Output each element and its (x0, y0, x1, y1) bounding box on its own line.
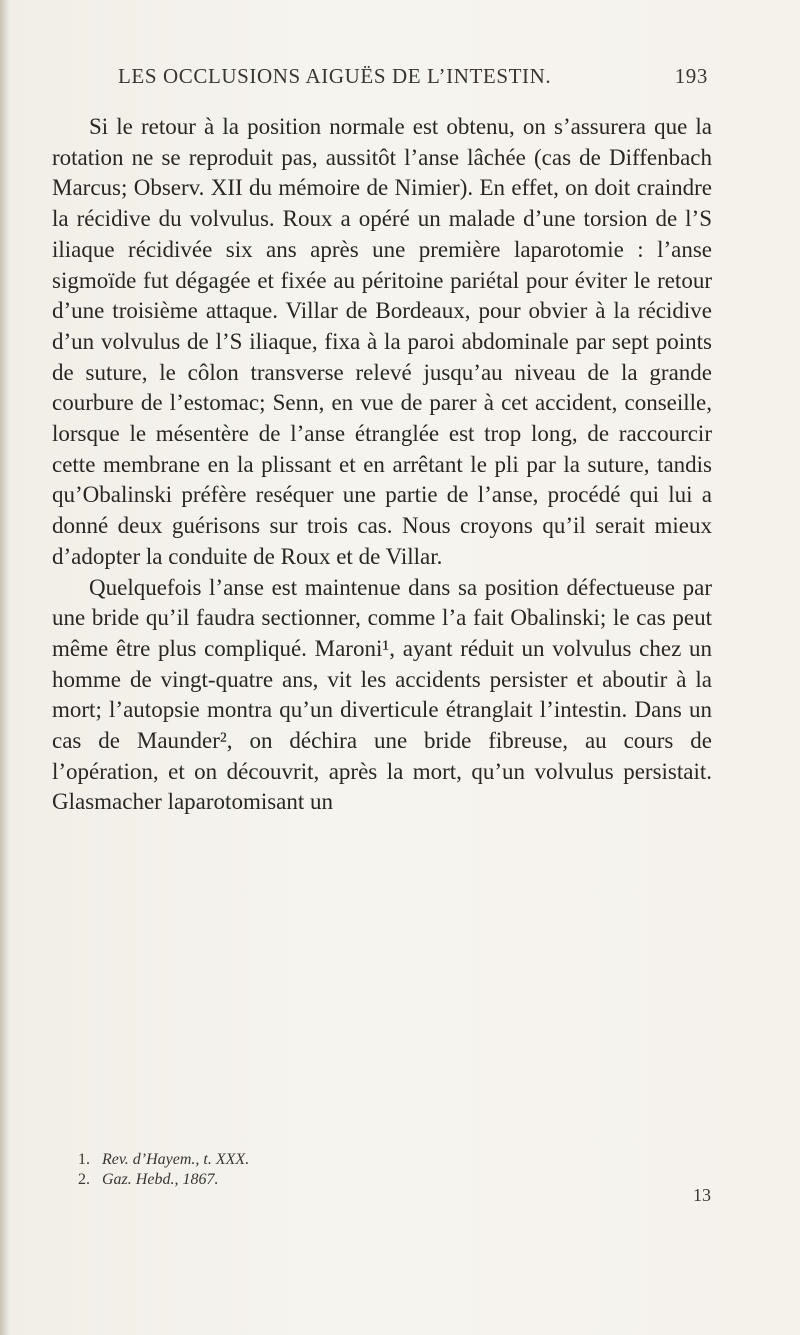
spine-shadow (0, 0, 10, 1335)
footnote-text: Gaz. Hebd., 1867. (102, 1171, 219, 1188)
footnote-1 (78, 1150, 478, 1170)
footnote-number: 2. (78, 1171, 90, 1188)
body-text (52, 112, 712, 818)
footnote-2 (78, 1170, 478, 1190)
signature-mark: 13 (693, 1185, 711, 1205)
running-title: LES OCCLUSIONS AIGUËS DE L’INTESTIN. (118, 64, 552, 88)
page-number: 193 (674, 64, 708, 88)
paragraph-2: Quelquefois l’anse est maintenue dans sa position défectueuse par une bride qu’il faudra sectionner, comme l’a fait Obalinski; le cas peut même être plus compliqué. Maroni¹, ayant réduit un volvulus chez un homme de vingt-quatre ans, vit les accidents persister et aboutir à la mort; l’autopsie montra qu’un diverticule étranglait l’intestin. Dans un cas de Maunder², on déchira une bride fibreuse, au cours de l’opération, et on découvrit, après la mort, qu’un volvulus persistait. Glasmacher laparotomisant un (52, 574, 712, 815)
footnote-text: Rev. d’Hayem., t. XXX. (102, 1151, 250, 1168)
running-head (118, 64, 708, 94)
footnote-number: 1. (78, 1151, 90, 1168)
paragraph-1: Si le retour à la position normale est obtenu, on s’assurera que la rotation ne se reproduit pas, aussitôt l’anse lâchée (cas de Diffenbach Marcus; Observ. XII du mémoire de Nimier). En effet, on doit craindre la récidive du volvulus. Roux a opéré un malade d’une torsion de l’S iliaque récidivée six ans après une première laparotomie : l’anse sigmoïde fut dégagée et fixée au péritoine pariétal pour éviter le retour d’une troisième attaque. Villar de Bordeaux, pour obvier à la récidive d’un volvulus de l’S iliaque, fixa à la paroi abdominale par sept points de suture, le côlon transverse relevé jusqu’au niveau de la grande courbure de l’estomac; Senn, en vue de parer à cet accident, conseille, lorsque le mésentère de l’anse étranglée est trop long, de raccourcir cette membrane en la plissant et en arrêtant le pli par la suture, tandis qu’Obalinski préfère reséquer une partie de l’anse, procédé qui lui a donné deux guérisons sur trois cas. Nous croyons qu’il serait mieux d’adopter la conduite de Roux et de Villar. (52, 114, 712, 569)
footnotes (78, 1150, 478, 1190)
